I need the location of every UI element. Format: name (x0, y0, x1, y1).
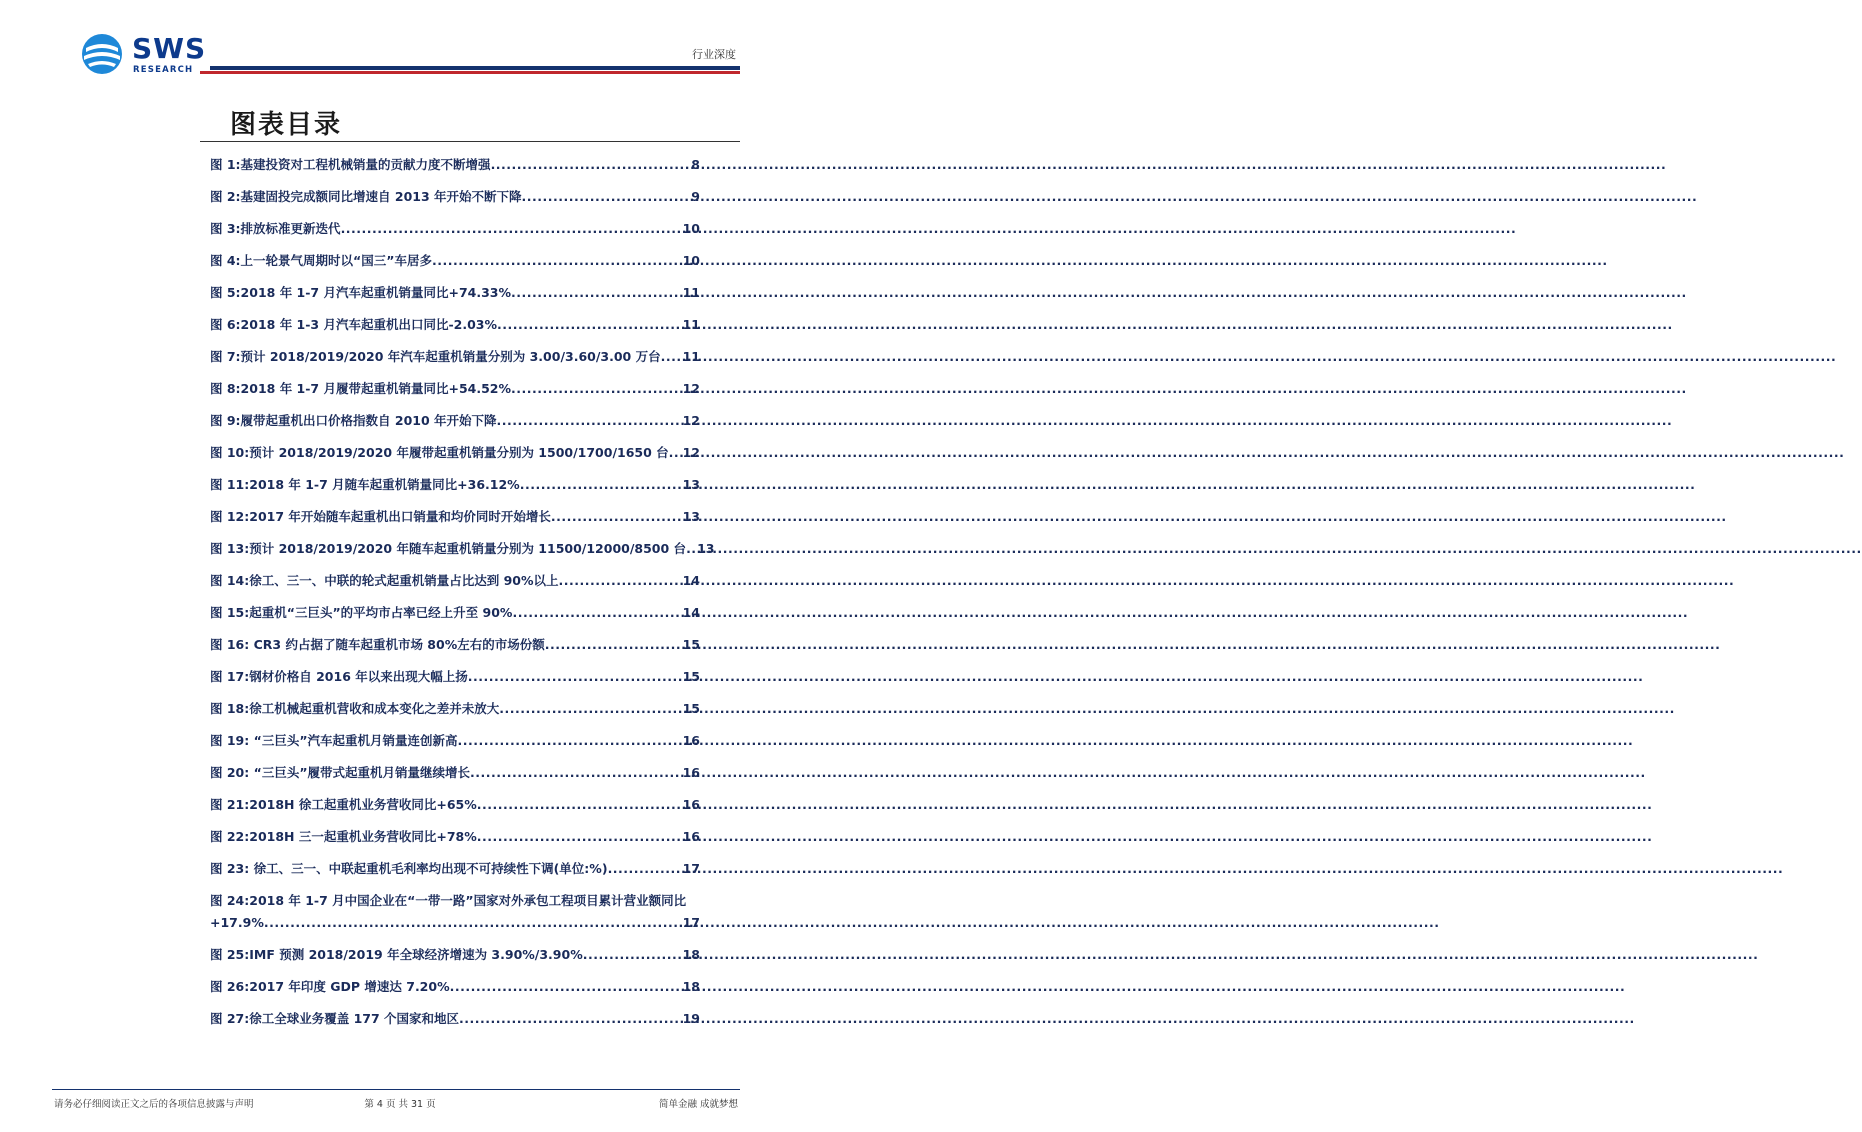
sws-logo-icon (80, 32, 124, 76)
toc-item-label: 图 6:2018 年 1-3 月汽车起重机出口同比-2.03% (210, 317, 498, 332)
toc-item-page: 16 (682, 829, 700, 844)
toc-item-page: 12 (682, 413, 700, 428)
toc-item[interactable] (210, 668, 700, 685)
toc-leader (432, 252, 680, 269)
toc-leader (477, 796, 680, 813)
toc-leader (477, 828, 680, 845)
toc-item-label: 图 14:徐工、三一、中联的轮式起重机销量占比达到 90%以上 (210, 573, 559, 588)
toc-item-label: 图 4:上一轮景气周期时以“国三”车居多 (210, 253, 432, 268)
toc-item[interactable] (210, 316, 700, 333)
toc-leader (551, 508, 680, 525)
toc-item-label: 图 13:预计 2018/2019/2020 年随车起重机销量分别为 11500/12000/8500 台 (210, 541, 687, 556)
toc-item[interactable] (210, 348, 700, 365)
toc-leader (559, 572, 680, 589)
toc-item[interactable] (210, 636, 700, 653)
toc-item-label-line2: +17.9% (210, 915, 264, 930)
toc-leader (341, 220, 680, 237)
toc-item[interactable] (210, 732, 700, 749)
toc-item[interactable] (210, 764, 700, 781)
toc-item-page: 16 (682, 765, 700, 780)
toc-item[interactable] (210, 860, 700, 877)
toc-item-label: 图 26:2017 年印度 GDP 增速达 7.20% (210, 979, 450, 994)
toc-item-label: 图 19: “三巨头”汽车起重机月销量连创新高 (210, 733, 458, 748)
toc-item-label: 图 3:排放标准更新迭代 (210, 221, 341, 236)
toc-leader (686, 540, 694, 557)
toc-item-page: 15 (682, 637, 700, 652)
toc-item-label: 图 1:基建投资对工程机械销量的贡献力度不断增强 (210, 157, 491, 172)
toc-item-label: 图 10:预计 2018/2019/2020 年履带起重机销量分别为 1500/1700/1650 台 (210, 445, 669, 460)
toc-leader (583, 946, 680, 963)
toc-item[interactable] (210, 380, 700, 397)
toc-title-rule (200, 141, 740, 142)
toc-item-label: 图 12:2017 年开始随车起重机出口销量和均价同时开始增长 (210, 509, 551, 524)
toc-item-page: 18 (682, 947, 700, 962)
header-rule-blue (210, 66, 740, 70)
toc-item-label: 图 23: 徐工、三一、中联起重机毛利率均出现不可持续性下调(单位:%) (210, 861, 608, 876)
toc-leader (545, 636, 680, 653)
toc-item[interactable] (210, 828, 700, 845)
toc-item-label: 图 5:2018 年 1-7 月汽车起重机销量同比+74.33% (210, 285, 512, 300)
toc-leader (497, 316, 680, 333)
toc-item-page: 13 (682, 509, 700, 524)
toc-title: 图表目录 (230, 110, 343, 140)
toc-leader (450, 978, 680, 995)
toc-item-page: 11 (682, 285, 700, 300)
toc-leader (264, 914, 680, 931)
toc-item-page: 13 (682, 477, 700, 492)
toc-leader (468, 668, 680, 685)
toc-leader (511, 284, 680, 301)
toc-item-label: 图 20: “三巨头”履带式起重机月销量继续增长 (210, 765, 471, 780)
toc-leader (499, 700, 679, 717)
toc-item-label: 图 16: CR3 约占据了随车起重机市场 80%左右的市场份额 (210, 637, 545, 652)
toc-item[interactable] (210, 252, 700, 269)
toc-leader (470, 764, 680, 781)
toc-item-page: 18 (682, 979, 700, 994)
toc-item-page: 11 (682, 349, 700, 364)
toc-leader (608, 860, 680, 877)
toc-item-label: 图 7:预计 2018/2019/2020 年汽车起重机销量分别为 3.00/3.60/3.00 万台 (210, 349, 661, 364)
toc-item-page: 15 (682, 669, 700, 684)
logo-subtext: RESEARCH (133, 65, 194, 75)
toc-item-label: 图 17:钢材价格自 2016 年以来出现大幅上扬 (210, 669, 468, 684)
toc-item-label: 图 15:起重机“三巨头”的平均市占率已经上升至 90% (210, 605, 513, 620)
toc-item[interactable] (210, 508, 700, 525)
toc-item-label: 图 8:2018 年 1-7 月履带起重机销量同比+54.52% (210, 381, 512, 396)
toc-item-page: 17 (682, 915, 700, 930)
toc-item-label: 图 21:2018H 徐工起重机业务营收同比+65% (210, 797, 477, 812)
toc-item[interactable] (210, 978, 700, 995)
toc-item[interactable] (210, 796, 700, 813)
toc-item-label: 图 27:徐工全球业务覆盖 177 个国家和地区 (210, 1011, 460, 1026)
toc-item-page: 10 (682, 253, 700, 268)
toc-leader (511, 380, 680, 397)
report-category: 行业深度 (692, 48, 736, 61)
toc-item[interactable] (210, 412, 700, 429)
toc-item-page: 12 (682, 445, 700, 460)
toc-item-label-line1: 图 24:2018 年 1-7 月中国企业在“一带一路”国家对外承包工程项目累计营业额同比 (210, 893, 687, 908)
footer-slogan: 简单金融 成就梦想 (658, 1099, 738, 1110)
toc-item-label: 图 2:基建固投完成额同比增速自 2013 年开始不断下降 (210, 189, 522, 204)
company-logo (80, 32, 210, 76)
toc-item[interactable] (210, 284, 700, 301)
toc-item[interactable] (210, 700, 700, 717)
toc-item[interactable] (210, 540, 715, 557)
footer-page-info: 第 4 页 共 31 页 (364, 1099, 436, 1110)
toc-item[interactable] (210, 188, 700, 205)
toc-item[interactable] (210, 156, 700, 173)
toc-item-label: 图 22:2018H 三一起重机业务营收同比+78% (210, 829, 477, 844)
toc-item-label: 图 25:IMF 预测 2018/2019 年全球经济增速为 3.90%/3.90% (210, 947, 583, 962)
toc-leader (512, 604, 679, 621)
toc-item-line2 (210, 914, 700, 931)
toc-leader (522, 188, 689, 205)
toc-leader (661, 348, 680, 365)
toc-item[interactable] (210, 946, 700, 963)
toc-leader (459, 1010, 680, 1027)
toc-item[interactable] (210, 572, 700, 589)
toc-item[interactable] (210, 220, 700, 237)
toc-leader (669, 444, 680, 461)
toc-item-page: 13 (697, 541, 715, 556)
toc-leader (491, 156, 689, 173)
toc-item-page: 8 (691, 157, 700, 172)
toc-leader (520, 476, 680, 493)
toc-item[interactable] (210, 476, 700, 493)
footer-rule (52, 1089, 740, 1090)
toc-item-page: 9 (691, 189, 700, 204)
toc-item-page: 14 (682, 605, 700, 620)
toc-item-page: 16 (682, 797, 700, 812)
toc-item-page: 14 (682, 573, 700, 588)
toc-item-page: 12 (682, 381, 700, 396)
toc-item-label: 图 18:徐工机械起重机营收和成本变化之差并未放大 (210, 701, 500, 716)
toc-leader (497, 412, 680, 429)
toc-item[interactable] (210, 444, 700, 461)
toc-item-page: 19 (682, 1011, 700, 1026)
toc-item[interactable] (210, 604, 700, 621)
toc-item-page: 10 (682, 221, 700, 236)
toc-item-label: 图 11:2018 年 1-7 月随车起重机销量同比+36.12% (210, 477, 520, 492)
logo-text: SWS (132, 32, 207, 65)
toc-item-page: 11 (682, 317, 700, 332)
toc-item-wrapped[interactable] (210, 892, 700, 931)
toc-item-label: 图 9:履带起重机出口价格指数自 2010 年开始下降 (210, 413, 497, 428)
toc-item-page: 16 (682, 733, 700, 748)
toc-item-page: 17 (682, 861, 700, 876)
header-rule-red (200, 71, 740, 74)
footer-disclaimer: 请务必仔细阅读正文之后的各项信息披露与声明 (54, 1099, 254, 1110)
toc-leader (458, 732, 680, 749)
toc-item-page: 15 (682, 701, 700, 716)
toc-item[interactable] (210, 1010, 700, 1027)
